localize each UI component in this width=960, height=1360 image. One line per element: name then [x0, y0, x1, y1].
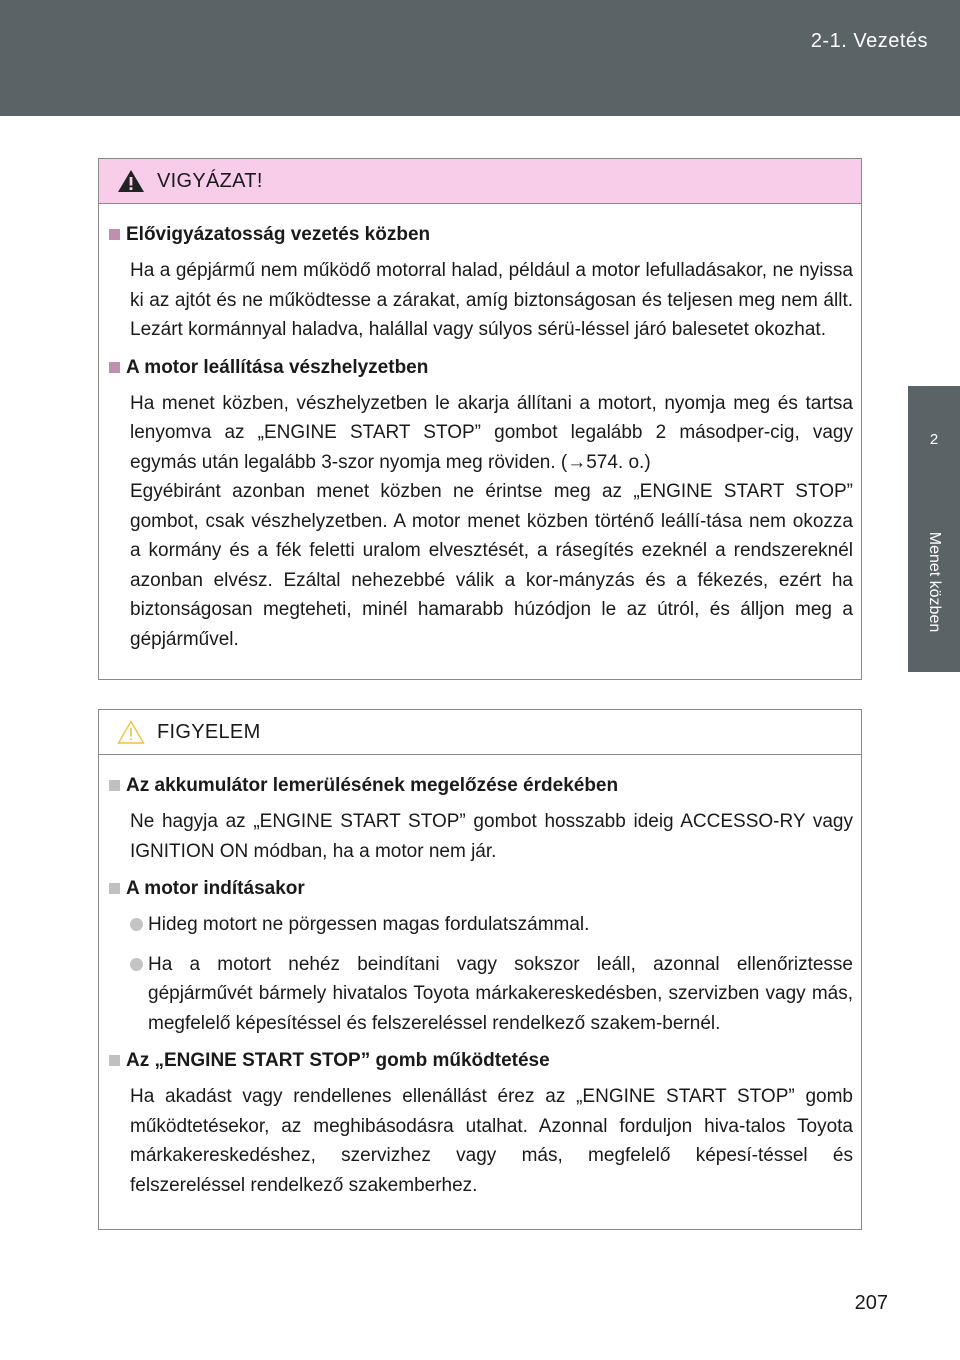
chapter-label: Menet közben — [926, 531, 943, 633]
square-bullet-icon — [109, 1055, 120, 1066]
notice-section-heading — [109, 1048, 853, 1074]
caution-section2-title: A motor leállítása vészhelyzetben — [126, 356, 429, 378]
warning-triangle-outline-icon — [117, 720, 145, 744]
caution-section2-text2: Egyébiránt azonban menet közben ne érintse meg az „ENGINE START STOP” gombot, csak vészhelyzetben. A motor menet közben történő leállí-tása nem okozza a kormány és a fék feletti uralom elvesztését, a rásegítés ezeknél a rendszereknél azonban elvész. Ezáltal nehezebbé válik a kor-mányzás és a fékezés, ezért ha biztonságosan megteheti, minél hamarabb húzódjon le az útról, és álljon meg a gépjárművel. — [130, 481, 853, 650]
square-bullet-icon — [109, 780, 120, 791]
caution-section-heading — [109, 355, 853, 381]
caution-title: VIGYÁZAT! — [157, 169, 263, 192]
header-bar — [0, 0, 960, 116]
caution-section-heading — [109, 222, 853, 248]
chapter-side-tab — [908, 116, 960, 1316]
notice-box — [98, 709, 862, 1230]
square-bullet-icon — [109, 229, 120, 240]
caution-body — [99, 204, 861, 654]
page-number: 207 — [854, 1292, 888, 1314]
chapter-number: 2 — [908, 386, 960, 492]
square-bullet-icon — [109, 362, 120, 373]
notice-section2-bullet2: Ha a motort nehéz beindítani vagy sokszor leáll, azonnal ellenőriztesse gépjárművét bármely hivatalos Toyota márkakereskedésben, szervizben vagy más, megfelelő képesítéssel és felszereléssel rendelkező szakem-bernél. — [148, 953, 853, 1034]
notice-section-heading — [109, 876, 853, 902]
caution-section1-title: Elővigyázatosság vezetés közben — [126, 224, 431, 245]
notice-header — [99, 710, 861, 755]
caution-section2-text1: Ha menet közben, vészhelyzetben le akarja állítani a motort, nyomja meg és tartsa lenyomva az „ENGINE START STOP” gombot legalább 2 másodper-cig, vagy egymás után legalább 3-szor nyomja meg röviden. (→574. o.) — [130, 392, 853, 473]
warning-triangle-filled-icon — [117, 169, 145, 193]
round-bullet-icon — [130, 958, 143, 971]
notice-section3-text: Ha akadást vagy rendellenes ellenállást érez az „ENGINE START STOP” gomb működtetésekor, az meghibásodásra utalhat. Azonnal forduljon hiva-talos Toyota márkakereskedéshez, szervizhez vagy más, megfelelő képesí-téssel és felszereléssel rendelkező szakemberhez. — [130, 1086, 853, 1196]
notice-body — [99, 755, 861, 1200]
caution-header — [99, 159, 861, 204]
notice-section1-title: Az akkumulátor lemerülésének megelőzése érdekében — [126, 775, 619, 796]
section-title: 2-1. Vezetés — [810, 30, 928, 52]
square-bullet-icon — [109, 883, 120, 894]
notice-section2-title: A motor indításakor — [126, 878, 305, 899]
round-bullet-icon — [130, 918, 143, 931]
notice-title: FIGYELEM — [157, 720, 261, 743]
notice-section1-text: Ne hagyja az „ENGINE START STOP” gombot hosszabb ideig ACCESSO-RY vagy IGNITION ON módban, ha a motor nem jár. — [130, 811, 853, 862]
list-item — [130, 950, 853, 1039]
notice-section-heading — [109, 773, 853, 799]
caution-section1-text: Ha a gépjármű nem működő motorral halad, például a motor lefulladásakor, ne nyissa ki az ajtót és ne működtesse a zárakat, amíg biztonságosan és teljesen meg nem állt. Lezárt kormánnyal haladva, halállal vagy súlyos sérü-léssel járó balesetet okozhat. — [130, 260, 853, 340]
notice-section3-title: Az „ENGINE START STOP” gomb működtetése — [126, 1050, 550, 1071]
notice-section2-bullet1: Hideg motort ne pörgessen magas fordulatszámmal. — [148, 914, 590, 935]
caution-box — [98, 158, 862, 680]
list-item — [130, 910, 853, 940]
chapter-label-box — [908, 492, 960, 672]
